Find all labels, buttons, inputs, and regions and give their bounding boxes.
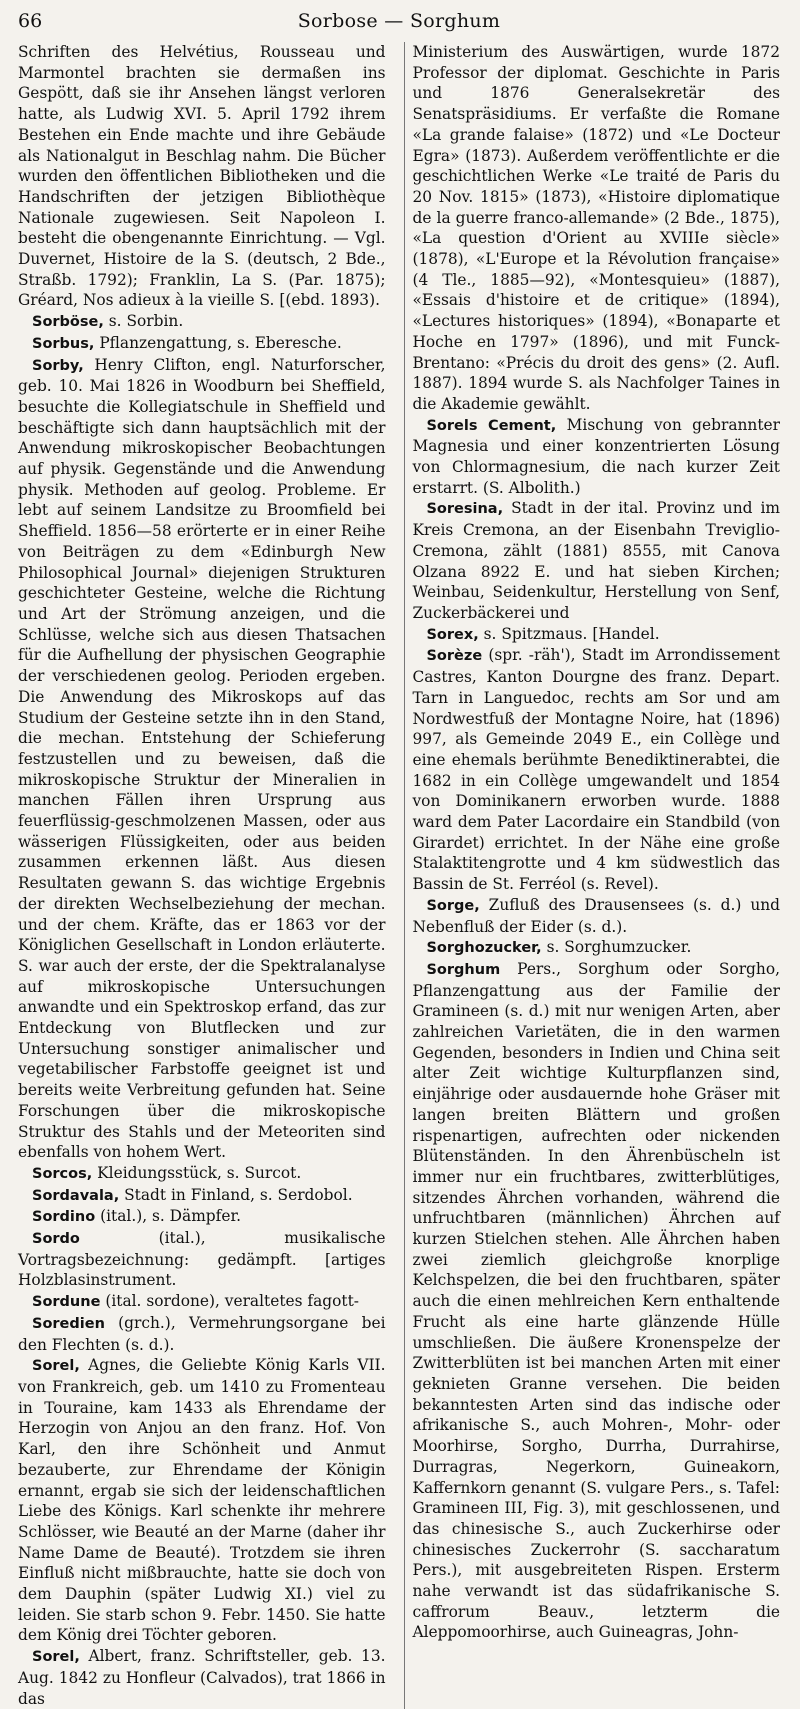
entry-text: Kleidungsstück, s. Surcot. <box>97 1163 302 1182</box>
dictionary-entry <box>412 415 780 499</box>
entry-text: s. Spitzmaus. [Handel. <box>483 624 660 643</box>
entry-headword: Sorböse, <box>32 314 104 331</box>
entry-headword: Sordino <box>32 1209 96 1226</box>
entry-headword: Soredien <box>32 1315 105 1332</box>
dictionary-entry <box>412 895 780 937</box>
dictionary-entry <box>412 937 780 959</box>
entry-headword: Sorcos, <box>32 1165 93 1182</box>
entry-headword: Sorghum <box>426 961 501 978</box>
entry-text: Stadt in Finland, s. Serdobol. <box>124 1185 353 1204</box>
entry-headword: Sorèze <box>426 648 483 665</box>
right-column <box>412 42 780 1709</box>
entry-headword: Sorge, <box>426 897 480 914</box>
entry-text: (spr. -räh'), Stadt im Arrondissement Castres, Kanton Dourgne des franz. Depart. Tarn in Languedoc, rechts am Sor und am Nordwestfuß der Montagne Noire, hat (1896) 997, als Gemeinde 2049 E., ein Collège und eine ehemals berühmte Benediktinerabtei, die 1682 in ein Collège umgewandelt und 1854 von Dominikanern erworben wurde. 1888 ward dem Pater Lacordaire ein Standbild (von Girardet) errichtet. In der Nähe eine große Stalaktitengrotte und 4 km südwestlich das Bassin de St. Ferréol (s. Revel). <box>412 646 780 894</box>
entry-text: (grch.), Vermehrungsorgane bei den Flechten (s. d.). <box>18 1313 386 1354</box>
entry-headword: Sorby, <box>32 357 84 374</box>
entry-text: Ministerium des Auswärtigen, wurde 1872 Professor der diplomat. Geschichte in Paris und 1876 Generalsekretär des Senatspräsidiums. Er verfaßte die Romane «La grande falaise» (1872) und «Le Docteur Egra» (1873). Außerdem veröffentlichte er die geschichtlichen Werke «Le traité de Paris du 20 Nov. 1815» (1873), «Histoire diplomatique de la guerre franco-allemande» (2 Bde., 1875), «La question d'Orient au XVIIIe siècle» (1878), «L'Europe et la Révolution française» (4 Tle., 1885—92), «Montesquieu» (1887), «Essais d'histoire et de critique» (1894), «Lectures historiques» (1894), «Bonaparte et Hoche en 1797» (1896), und mit Funck-Brentano: «Précis du droit des gens» (2. Aufl. 1887). 1894 wurde S. als Nachfolger Taines in die Akademie gewählt. <box>412 43 780 413</box>
dictionary-entry <box>18 1355 386 1646</box>
entry-text: Pers., Sorghum oder Sorgho, Pflanzengattung aus der Familie der Gramineen (s. d.) mit nur wenigen Arten, aber zahlreichen Varietäten, die in den warmen Gegenden, besonders in Indien und China seit alter Zeit wichtige Kulturpflanzen sind, einjährige oder ausdauernde hohe Gräser mit langen breiten Blättern und großen rispenartigen, aufrechten oder nickenden Blütenständen. In den Ährenbüscheln ist immer nur ein fruchtbares, zwitterblütiges, sitzendes Ährchen vorhanden, während die unfruchtbaren (männlichen) Ährchen auf kurzen Stielchen stehen. Alle Ährchen haben zwei ziemlich gleichgroße knorplige Kelchspelzen, die bei den fruchtbaren, später auch die einen mehlreichen Kern enthaltende Frucht als eine harte glänzende Hülle umschließen. Die äußere Kronenspelze der Zwitterblüten ist bei manchen Arten mit einer geknieten Granne versehen. Die beiden bekanntesten Arten sind das indische oder afrikanische S., auch Mohren-, Mohr- oder Moorhirse, Sorgho, Durrha, Durrahirse, Durragras, Negerkorn, Guineakorn, Kaffernkorn genannt (S. vulgare Pers., s. Tafel: Gramineen III, Fig. 3), mit geschlossenen, und das chinesische S., auch Zuckerhirse oder chinesisches Zuckerrohr (S. saccharatum Pers.), mit ausgebreiteten Rispen. Ersterm nahe verwandt ist das südafrikanische S. caffrorum Beauv., letzterm die Aleppomoorhirse, auch Guineagras, John- <box>412 959 780 1642</box>
entry-text: Stadt in der ital. Provinz und im Kreis Cremona, an der Eisenbahn Treviglio-Cremona, zählt (1881) 8555, mit Canova Olzana 8922 E. und hat sieben Kirchen; Weinbau, Seidenkultur, Herstellung von Senf, Zuckerbäckerei und <box>412 499 780 622</box>
column-divider <box>404 42 405 1709</box>
entry-text: Zufluß des Drausensees (s. d.) und Nebenfluß der Eider (s. d.). <box>412 895 780 936</box>
dictionary-entry <box>18 1228 386 1291</box>
entry-headword: Sordavala, <box>32 1187 120 1204</box>
dictionary-entry <box>18 355 386 1163</box>
page-number: 66 <box>18 10 43 32</box>
entry-text: (ital. sordone), veraltetes fagott- <box>105 1292 359 1311</box>
dictionary-entry <box>18 1185 386 1207</box>
dictionary-entry <box>18 42 386 311</box>
entry-text: Albert, franz. Schriftsteller, geb. 13. Aug. 1842 zu Honfleur (Calvados), trat 1866 in das <box>18 1647 386 1708</box>
entry-text: Schriften des Helvétius, Rousseau und Marmontel brachten sie dermaßen ins Gespött, daß sie ihr Ansehen längst verloren hatte, als Ludwig XVI. 5. April 1792 ihrem Bestehen ein Ende machte und ihre Gebäude als Nationalgut in Beschlag nahm. Die Bücher wurden den öffentlichen Bibliotheken und die Handschriften der jetzigen Bibliothèque Nationale zugewiesen. Seit Napoleon I. besteht die obengenannte Einrichtung. — Vgl. Duvernet, Histoire de la S. (deutsch, 2 Bde., Straßb. 1792); Franklin, La S. (Par. 1875); Gréard, Nos adieux à la vieille S. [(ebd. 1893). <box>18 43 386 310</box>
dictionary-entry <box>18 333 386 355</box>
entry-headword: Sordo <box>32 1231 80 1248</box>
left-column <box>18 42 396 1709</box>
entry-text: s. Sorghumzucker. <box>546 938 692 957</box>
text-columns <box>18 42 780 1709</box>
dictionary-entry <box>412 42 780 415</box>
entry-headword: Sorbus, <box>32 335 95 352</box>
dictionary-entry <box>18 1291 386 1313</box>
dictionary-entry <box>18 1646 386 1709</box>
entry-headword: Sorex, <box>426 626 479 643</box>
entry-text: Henry Clifton, engl. Naturforscher, geb. 10. Mai 1826 in Woodburn bei Sheffield, besuchte die Kollegiatschule in Sheffield und beschäftigte sich dann hauptsächlich mit der Anwendung mikroskopischer Beobachtungen auf physik. Gegenstände und die Anwendung physik. Methoden auf geolog. Probleme. Er lebt auf seinem Landsitze zu Broomfield bei Sheffield. 1856—58 erörterte er in einer Reihe von Beiträgen zu dem «Edinburgh New Philosophical Journal» diejenigen Strukturen geschichteter Gesteine, welche die Richtung und Art der Strömung anzeigen, und die Schlüsse, welche sich aus diesen Thatsachen für die Aufhellung der physischen Geographie der verschiedenen geolog. Perioden ergeben. Die Anwendung des Mikroskops auf das Studium der Gesteine setzte ihn in den Stand, die mechan. Entstehung der Schieferung festzustellen und zu beweisen, daß die mikroskopische Struktur der Mineralien in manchen Fällen ihren Ursprung aus feuerflüssig-geschmolzenen Massen, oder aus wässerigen Flüssigkeiten, oder aus beiden zusammen erkennen läßt. Aus diesen Resultaten gewann S. das wichtige Ergebnis der direkten Wechselbeziehung der mechan. und der chem. Kräfte, das er 1863 vor der Königlichen Gesellschaft in London erläuterte. S. war auch der erste, der die Spektralanalyse auf mikroskopische Untersuchungen anwandte und ein Spektroskop erfand, das zur Entdeckung von Blutflecken und zur Untersuchung sonstiger animalischer und vegetabilischer Farbstoffe geeignet ist und bereits weite Verbreitung gefunden hat. Seine Forschungen über die mikroskopische Struktur des Stahls und der Meteoriten sind ebenfalls von hohem Wert. <box>18 355 386 1162</box>
entry-text: Mischung von gebrannter Magnesia und einer konzentrierten Lösung von Chlormagnesium, die nach kurzer Zeit erstarrt. (S. Albolith.) <box>412 415 780 497</box>
entry-headword: Sorghozucker, <box>426 940 542 957</box>
dictionary-entry <box>412 959 780 1643</box>
page-header <box>18 10 780 40</box>
dictionary-entry <box>18 1313 386 1355</box>
running-head: Sorbose — Sorghum <box>297 10 501 32</box>
entry-headword: Sorels Cement, <box>426 417 557 434</box>
entry-headword: Sorel, <box>32 1649 80 1666</box>
dictionary-entry <box>18 1206 386 1228</box>
entry-headword: Soresina, <box>426 501 504 518</box>
dictionary-entry <box>18 311 386 333</box>
entry-text: (ital.), musikalische Vortragsbezeichnung: gedämpft. [artiges Holzblasinstrument. <box>18 1229 386 1290</box>
entry-text: (ital.), s. Dämpfer. <box>100 1207 242 1226</box>
dictionary-entry <box>18 1163 386 1185</box>
entry-text: Agnes, die Geliebte König Karls VII. von Frankreich, geb. um 1410 zu Fromenteau in Touraine, kam 1433 als Ehrendame der Herzogin von Anjou an den franz. Hof. Von Karl, den ihre Schönheit und Anmut bezauberte, zur Ehrendame der Königin ernannt, ergab sie sich der leidenschaftlichen Liebe des Königs. Karl schenkte ihr mehrere Schlösser, wie Beauté an der Marne (daher ihr Name Dame de Beauté). Trotzdem sie ihren Einfluß nicht mißbrauchte, hatte sie doch von dem Dauphin (später Ludwig XI.) viel zu leiden. Sie starb schon 9. Febr. 1450. Sie hatte dem König drei Töchter geboren. <box>18 1356 386 1645</box>
dictionary-entry <box>412 624 780 646</box>
entry-headword: Sordune <box>32 1294 101 1311</box>
entry-text: s. Sorbin. <box>108 312 184 331</box>
dictionary-entry <box>412 645 780 894</box>
dictionary-entry <box>412 498 780 623</box>
entry-text: Pflanzengattung, s. Eberesche. <box>99 333 342 352</box>
entry-headword: Sorel, <box>32 1358 80 1375</box>
